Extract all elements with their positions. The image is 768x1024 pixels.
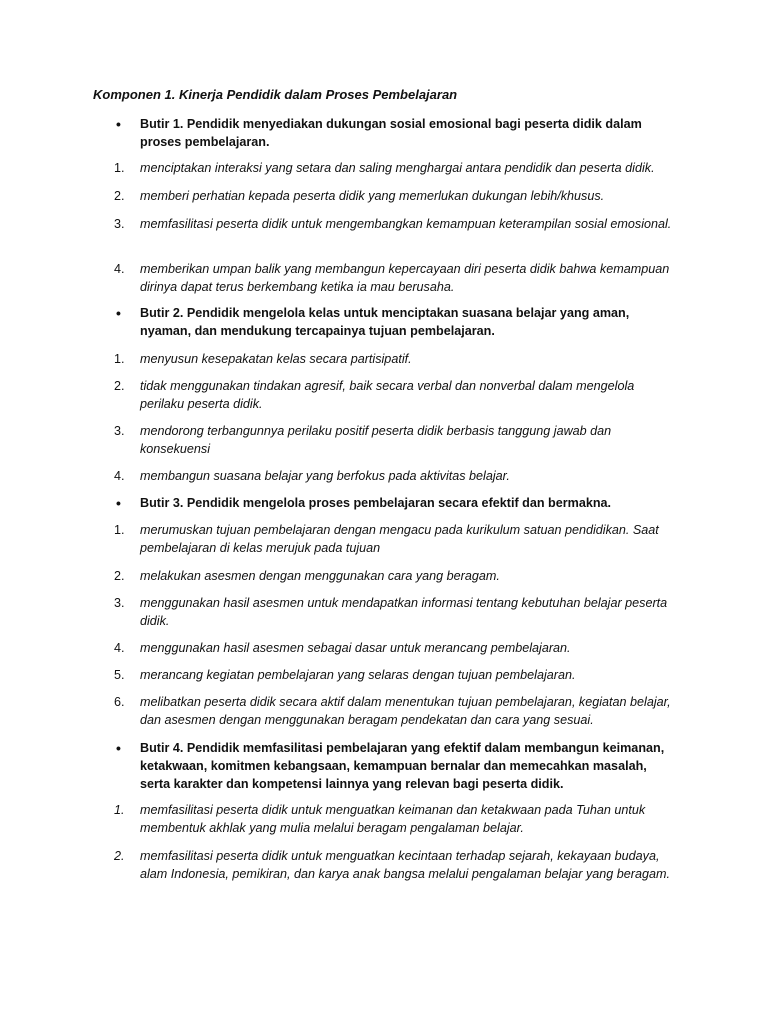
list-number: 4. [114, 469, 125, 483]
list-number: 1. [114, 523, 125, 537]
list-item-text: merancang kegiatan pembelajaran yang selaras dengan tujuan pembelajaran. [140, 668, 576, 682]
list-item-text: menggunakan hasil asesmen untuk mendapatkan informasi tentang kebutuhan belajar peserta didik. [140, 596, 668, 628]
list-number: 2. [114, 189, 125, 203]
bullet-marker: • [116, 305, 121, 321]
list-item-text: memfasilitasi peserta didik untuk menguatkan kecintaan terhadap sejarah, kekayaan budaya, alam Indonesia, pemikiran, dan karya anak bangsa melalui pengalaman belajar yang beragam. [140, 849, 670, 881]
list-number: 3. [114, 217, 125, 231]
list-number: 2. [114, 379, 125, 393]
list-number: 1. [114, 161, 125, 175]
bullet-marker: • [116, 116, 121, 132]
list-item-text: memberi perhatian kepada peserta didik yang memerlukan dukungan lebih/khusus. [140, 189, 605, 203]
list-number: 3. [114, 596, 125, 610]
bullet-marker: • [116, 740, 121, 756]
list-item-text: menyusun kesepakatan kelas secara partisipatif. [140, 352, 412, 366]
list-item-text: memberikan umpan balik yang membangun kepercayaan diri peserta didik bahwa kemampuan dirinya dapat terus berkembang ketika ia mau berusaha. [140, 262, 670, 294]
list-number: 6. [114, 695, 125, 709]
list-number: 4. [114, 641, 125, 655]
list-item-text: membangun suasana belajar yang berfokus pada aktivitas belajar. [140, 469, 510, 483]
list-number: 2. [114, 569, 125, 583]
list-item-text: menggunakan hasil asesmen sebagai dasar untuk merancang pembelajaran. [140, 641, 571, 655]
list-item-text: mendorong terbangunnya perilaku positif peserta didik berbasis tanggung jawab dan konsekuensi [140, 424, 612, 456]
butir-2-title-text: Butir 2. Pendidik mengelola kelas untuk menciptakan suasana belajar yang aman, nyaman, dan mendukung tercapainya tujuan pembelajaran. [140, 306, 630, 338]
document-heading: Komponen 1. Kinerja Pendidik dalam Proses Pembelajaran [93, 87, 458, 102]
butir-3-title-text: Butir 3. Pendidik mengelola proses pembelajaran secara efektif dan bermakna. [140, 496, 612, 510]
list-number: 4. [114, 262, 125, 276]
list-item-text: melibatkan peserta didik secara aktif dalam menentukan tujuan pembelajaran, kegiatan belajar, dan asesmen dengan menggunakan beragam pendekatan dan cara yang sesuai. [140, 695, 671, 727]
list-number: 5. [114, 668, 125, 682]
list-number: 1. [114, 352, 125, 366]
list-number: 1. [114, 803, 125, 817]
list-item-text: memfasilitasi peserta didik untuk mengembangkan kemampuan keterampilan sosial emosional. [140, 217, 672, 231]
list-item-text: menciptakan interaksi yang setara dan saling menghargai antara pendidik dan peserta didik. [140, 161, 655, 175]
list-number: 3. [114, 424, 125, 438]
list-item-text: melakukan asesmen dengan menggunakan cara yang beragam. [140, 569, 500, 583]
list-item-text: tidak menggunakan tindakan agresif, baik secara verbal dan nonverbal dalam mengelola perilaku peserta didik. [140, 379, 635, 411]
bullet-marker: • [116, 495, 121, 511]
butir-1-title-text: Butir 1. Pendidik menyediakan dukungan sosial emosional bagi peserta didik dalam proses pembelajaran. [140, 117, 642, 149]
butir-4-title-text: Butir 4. Pendidik memfasilitasi pembelajaran yang efektif dalam membangun keimanan, ketakwaan, komitmen kebangsaan, kemampuan bernalar dan memecahkan masalah, serta karakter dan kompetensi lainnya yang relevan bagi peserta didik. [140, 741, 665, 791]
list-item-text: memfasilitasi peserta didik untuk menguatkan keimanan dan ketakwaan pada Tuhan untuk membentuk akhlak yang mulia melalui beragam pengalaman belajar. [140, 803, 646, 835]
list-item-text: merumuskan tujuan pembelajaran dengan mengacu pada kurikulum satuan pendidikan. Saat pembelajaran di kelas merujuk pada tujuan [140, 523, 659, 555]
list-number: 2. [114, 849, 125, 863]
